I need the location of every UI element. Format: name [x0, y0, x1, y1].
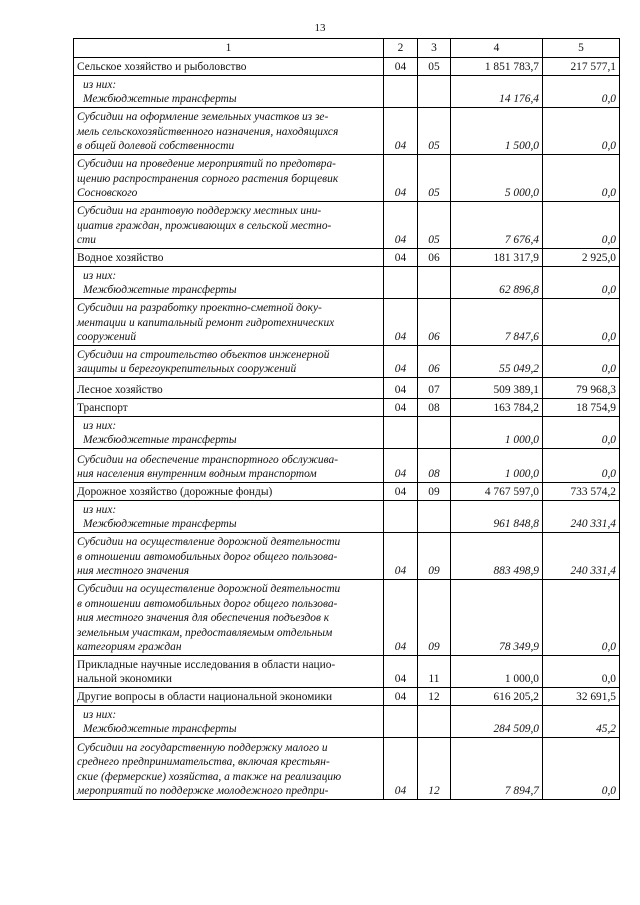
amount-col4: 7 894,7	[451, 738, 543, 800]
table-row	[74, 656, 620, 688]
amount-col5: 0,0	[543, 267, 620, 299]
section-code	[384, 706, 418, 738]
subsection-code: 06	[418, 249, 451, 267]
row-name: Межбюджетные трансферты	[83, 93, 237, 106]
row-name-line: в общей долевой собственности	[77, 140, 235, 153]
table-row	[74, 202, 620, 249]
section-code: 04	[384, 378, 418, 399]
group-label: из них:	[83, 503, 117, 516]
row-name-line: Субсидии на осуществление дорожной деятельности	[77, 536, 341, 549]
row-name-line: мель сельскохозяйственного назначения, находящихся	[77, 125, 339, 138]
amount-col5: 79 968,3	[543, 378, 620, 399]
subsection-code: 08	[418, 399, 451, 417]
row-name-cell	[74, 378, 384, 399]
amount-col4: 883 498,9	[451, 533, 543, 580]
table-row	[74, 76, 620, 108]
row-name-cell	[74, 267, 384, 299]
row-name-cell	[74, 299, 384, 346]
amount-col4: 616 205,2	[451, 688, 543, 706]
row-name-cell	[74, 656, 384, 688]
amount-col4: 284 509,0	[451, 706, 543, 738]
amount-col4: 1 500,0	[451, 108, 543, 155]
row-name: Водное хозяйство	[77, 252, 164, 265]
row-name-line: защиты и берегоукрепительных сооружений	[77, 363, 297, 376]
row-name-cell	[74, 580, 384, 656]
amount-col5: 45,2	[543, 706, 620, 738]
subsection-code: 12	[418, 688, 451, 706]
row-name-cell	[74, 155, 384, 202]
row-name-line: сти	[77, 234, 96, 247]
subsection-code: 07	[418, 378, 451, 399]
subsection-code: 05	[418, 202, 451, 249]
subsection-code: 06	[418, 346, 451, 378]
table-row	[74, 738, 620, 800]
row-name-line: ментации и капитальный ремонт гидротехнических	[77, 316, 335, 329]
table-row	[74, 706, 620, 738]
section-code: 04	[384, 738, 418, 800]
section-code: 04	[384, 249, 418, 267]
column-header: 4	[451, 39, 543, 58]
amount-col4: 55 049,2	[451, 346, 543, 378]
row-name-line: ния местного значения	[77, 565, 190, 578]
amount-col5: 0,0	[543, 155, 620, 202]
table-row	[74, 267, 620, 299]
amount-col4: 509 389,1	[451, 378, 543, 399]
amount-col5: 0,0	[543, 738, 620, 800]
section-code: 04	[384, 346, 418, 378]
row-name: Межбюджетные трансферты	[83, 723, 237, 736]
amount-col5: 0,0	[543, 202, 620, 249]
row-name-line: среднего предпринимательства, включая крестьян-	[77, 756, 330, 769]
row-name: Межбюджетные трансферты	[83, 284, 237, 297]
section-code: 04	[384, 58, 418, 76]
row-name-line: Субсидии на грантовую поддержку местных ини-	[77, 205, 322, 218]
amount-col4: 14 176,4	[451, 76, 543, 108]
row-name-line: Субсидии на строительство объектов инженерной	[77, 348, 330, 361]
table-row	[74, 58, 620, 76]
column-header: 1	[74, 39, 384, 58]
table-row	[74, 688, 620, 706]
section-code: 04	[384, 108, 418, 155]
subsection-code: 05	[418, 155, 451, 202]
column-header: 3	[418, 39, 451, 58]
section-code	[384, 501, 418, 533]
row-name-cell	[74, 501, 384, 533]
row-name-line: категориям граждан	[77, 641, 182, 654]
amount-col4: 62 896,8	[451, 267, 543, 299]
subsection-code	[418, 76, 451, 108]
subsection-code	[418, 706, 451, 738]
subsection-code	[418, 501, 451, 533]
section-code: 04	[384, 449, 418, 483]
group-label: из них:	[83, 269, 117, 282]
row-name-line: Прикладные научные исследования в области нацио-	[77, 658, 336, 671]
table-body	[74, 58, 620, 800]
section-code: 04	[384, 580, 418, 656]
subsection-code: 09	[418, 580, 451, 656]
row-name-cell	[74, 688, 384, 706]
table-row	[74, 155, 620, 202]
row-name: Сельское хозяйство и рыболовство	[77, 61, 247, 74]
row-name-line: в отношении автомобильных дорог общего пользова-	[77, 597, 338, 610]
row-name: Межбюджетные трансферты	[83, 518, 237, 531]
group-label: из них:	[83, 708, 117, 721]
row-name-line: щению распространения сорного растения борщевик	[77, 172, 339, 185]
amount-col5: 32 691,5	[543, 688, 620, 706]
row-name-line: сооружений	[77, 331, 137, 344]
amount-col5: 240 331,4	[543, 533, 620, 580]
amount-col5: 0,0	[543, 417, 620, 449]
amount-col5: 0,0	[543, 656, 620, 688]
column-header: 2	[384, 39, 418, 58]
header-row	[74, 39, 620, 58]
row-name-line: земельным участкам, предоставляемым отдельным	[77, 626, 333, 639]
amount-col4: 5 000,0	[451, 155, 543, 202]
amount-col4: 4 767 597,0	[451, 483, 543, 501]
table-row	[74, 249, 620, 267]
amount-col4: 1 000,0	[451, 449, 543, 483]
amount-col5: 0,0	[543, 580, 620, 656]
section-code: 04	[384, 656, 418, 688]
row-name-line: циатив граждан, проживающих в сельской местно-	[77, 219, 332, 232]
group-label: из них:	[83, 419, 117, 432]
budget-table	[73, 38, 620, 800]
page-number: 13	[314, 22, 326, 34]
section-code	[384, 267, 418, 299]
row-name-cell	[74, 58, 384, 76]
row-name-line: Субсидии на государственную поддержку малого и	[77, 741, 328, 754]
section-code	[384, 417, 418, 449]
row-name-line: нальной экономики	[77, 673, 172, 686]
row-name-cell	[74, 108, 384, 155]
group-label: из них:	[83, 78, 117, 91]
row-name-cell	[74, 346, 384, 378]
subsection-code: 05	[418, 108, 451, 155]
subsection-code: 11	[418, 656, 451, 688]
subsection-code	[418, 417, 451, 449]
table-row	[74, 501, 620, 533]
row-name-cell	[74, 483, 384, 501]
row-name-cell	[74, 533, 384, 580]
section-code: 04	[384, 399, 418, 417]
row-name: Транспорт	[77, 402, 128, 415]
table-row	[74, 378, 620, 399]
amount-col5: 217 577,1	[543, 58, 620, 76]
table-row	[74, 449, 620, 483]
row-name-line: Субсидии на проведение мероприятий по предотвра-	[77, 158, 336, 171]
table-row	[74, 108, 620, 155]
section-code: 04	[384, 202, 418, 249]
amount-col5: 0,0	[543, 449, 620, 483]
table-row	[74, 580, 620, 656]
amount-col5: 0,0	[543, 76, 620, 108]
amount-col5: 0,0	[543, 346, 620, 378]
row-name-line: Субсидии на разработку проектно-сметной доку-	[77, 302, 322, 315]
amount-col4: 961 848,8	[451, 501, 543, 533]
section-code: 04	[384, 533, 418, 580]
amount-col5: 733 574,2	[543, 483, 620, 501]
row-name-line: в отношении автомобильных дорог общего пользова-	[77, 550, 338, 563]
table-row	[74, 417, 620, 449]
amount-col5: 240 331,4	[543, 501, 620, 533]
row-name-cell	[74, 202, 384, 249]
subsection-code: 08	[418, 449, 451, 483]
section-code: 04	[384, 299, 418, 346]
subsection-code: 12	[418, 738, 451, 800]
row-name-cell	[74, 706, 384, 738]
amount-col5: 2 925,0	[543, 249, 620, 267]
subsection-code	[418, 267, 451, 299]
row-name-line: Субсидии на оформление земельных участков из зе-	[77, 111, 329, 124]
subsection-code: 09	[418, 483, 451, 501]
row-name-line: мероприятий по поддержке молодежного предпри-	[77, 785, 329, 798]
row-name-cell	[74, 249, 384, 267]
row-name: Межбюджетные трансферты	[83, 434, 237, 447]
row-name-line: Субсидии на осуществление дорожной деятельности	[77, 583, 341, 596]
amount-col4: 1 000,0	[451, 417, 543, 449]
row-name-cell	[74, 449, 384, 483]
row-name-line: ния местного значения для обеспечения подъездов к	[77, 612, 330, 625]
table-row	[74, 299, 620, 346]
section-code: 04	[384, 155, 418, 202]
row-name-line: Субсидии на обеспечение транспортного обслужива-	[77, 453, 338, 466]
table-row	[74, 533, 620, 580]
table-row	[74, 346, 620, 378]
subsection-code: 09	[418, 533, 451, 580]
subsection-code: 05	[418, 58, 451, 76]
amount-col5: 0,0	[543, 299, 620, 346]
row-name-cell	[74, 76, 384, 108]
section-code: 04	[384, 688, 418, 706]
amount-col4: 7 676,4	[451, 202, 543, 249]
row-name-line: ские (фермерские) хозяйства, а также на реализацию	[77, 770, 342, 783]
row-name-cell	[74, 738, 384, 800]
section-code: 04	[384, 483, 418, 501]
amount-col4: 78 349,9	[451, 580, 543, 656]
subsection-code: 06	[418, 299, 451, 346]
amount-col5: 0,0	[543, 108, 620, 155]
amount-col4: 181 317,9	[451, 249, 543, 267]
amount-col4: 7 847,6	[451, 299, 543, 346]
table-row	[74, 483, 620, 501]
amount-col4: 1 000,0	[451, 656, 543, 688]
row-name-cell	[74, 399, 384, 417]
amount-col5: 18 754,9	[543, 399, 620, 417]
amount-col4: 163 784,2	[451, 399, 543, 417]
row-name-line: Сосновского	[77, 187, 138, 200]
section-code	[384, 76, 418, 108]
row-name: Другие вопросы в области национальной экономики	[77, 691, 333, 704]
row-name: Лесное хозяйство	[77, 384, 163, 397]
row-name-cell	[74, 417, 384, 449]
table-row	[74, 399, 620, 417]
row-name: Дорожное хозяйство (дорожные фонды)	[77, 486, 273, 499]
amount-col4: 1 851 783,7	[451, 58, 543, 76]
column-header: 5	[543, 39, 620, 58]
row-name-line: ния населения внутренним водным транспортом	[77, 468, 317, 481]
